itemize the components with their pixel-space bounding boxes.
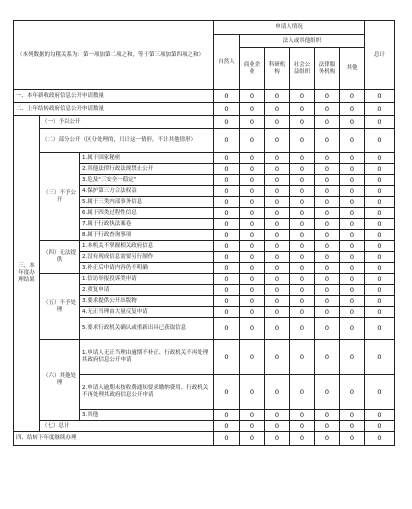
other-processing-item-2-value-2: 0 bbox=[265, 410, 290, 421]
not-processed-item-3-value-6: 0 bbox=[365, 307, 395, 318]
unable-to-provide-item-1-value-2: 0 bbox=[265, 252, 290, 263]
other-processing-item-2-value-1: 0 bbox=[240, 410, 265, 421]
other-processing-item-0-value-5: 0 bbox=[340, 340, 365, 375]
unable-to-provide-item-0-value-2: 0 bbox=[265, 241, 290, 252]
not-disclosed-item-7-value-4: 0 bbox=[315, 230, 340, 241]
not-disclosed-item-0-value-0: 0 bbox=[214, 153, 240, 164]
unable-to-provide-item-2-value-6: 0 bbox=[365, 263, 395, 274]
not-disclosed-item-5-value-1: 0 bbox=[240, 208, 265, 219]
not-disclosed-item-2-value-2: 0 bbox=[265, 175, 290, 186]
header-research: 科研机构 bbox=[265, 48, 290, 90]
not-disclosed-item-1-value-1: 0 bbox=[240, 164, 265, 175]
other-processing-item-1-value-3: 0 bbox=[290, 375, 315, 410]
subtotal-value-2: 0 bbox=[265, 421, 290, 432]
not-disclosed-item-2-value-5: 0 bbox=[340, 175, 365, 186]
other-processing-item-1-value-0: 0 bbox=[214, 375, 240, 410]
row-label-new-requests: 一、本年新收政府信息公开申请数量 bbox=[14, 90, 214, 103]
carry-forward-value-0: 0 bbox=[214, 432, 240, 446]
not-processed-item-1-value-6: 0 bbox=[365, 285, 395, 296]
not-processed-item-2-value-6: 0 bbox=[365, 296, 395, 307]
table-row bbox=[14, 129, 395, 153]
carried-over-value-2: 0 bbox=[265, 103, 290, 116]
not-disclosed-item-label: 8.属于行政查询事项 bbox=[80, 230, 214, 241]
not-disclosed-item-6-value-2: 0 bbox=[265, 219, 290, 230]
new-requests-value-6: 0 bbox=[365, 90, 395, 103]
carry-forward-value-6: 0 bbox=[365, 432, 395, 446]
row-label-subtotal: （七）总计 bbox=[40, 421, 214, 432]
carried-over-value-6: 0 bbox=[365, 103, 395, 116]
table-row bbox=[14, 340, 395, 375]
header-legal-group: 法人或其他组织 bbox=[240, 35, 365, 48]
new-requests-value-4: 0 bbox=[315, 90, 340, 103]
not-disclosed-item-6-value-1: 0 bbox=[240, 219, 265, 230]
not-processed-item-label: 2.重复申请 bbox=[80, 285, 214, 296]
not-processed-item-label: 4.无正当理由大量反复申请 bbox=[80, 307, 214, 318]
not-disclosed-item-4-value-0: 0 bbox=[214, 197, 240, 208]
unable-to-provide-item-2-value-0: 0 bbox=[214, 263, 240, 274]
not-disclosed-item-4-value-6: 0 bbox=[365, 197, 395, 208]
not-disclosed-item-7-value-6: 0 bbox=[365, 230, 395, 241]
not-processed-item-1-value-2: 0 bbox=[265, 285, 290, 296]
not-disclosed-item-2-value-6: 0 bbox=[365, 175, 395, 186]
not-disclosed-item-7-value-1: 0 bbox=[240, 230, 265, 241]
table-row bbox=[14, 90, 395, 103]
not-processed-item-4-value-3: 0 bbox=[290, 318, 315, 340]
not-disclosed-item-3-value-5: 0 bbox=[340, 186, 365, 197]
not-processed-item-2-value-5: 0 bbox=[340, 296, 365, 307]
new-requests-value-2: 0 bbox=[265, 90, 290, 103]
subtotal-value-0: 0 bbox=[214, 421, 240, 432]
not-disclosed-item-label: 3.危及"三安全一稳定" bbox=[80, 175, 214, 186]
other-processing-item-0-value-1: 0 bbox=[240, 340, 265, 375]
not-processed-item-2-value-2: 0 bbox=[265, 296, 290, 307]
unable-to-provide-item-1-value-3: 0 bbox=[290, 252, 315, 263]
partially-disclosed-value-3: 0 bbox=[290, 129, 315, 153]
not-disclosed-item-5-value-2: 0 bbox=[265, 208, 290, 219]
table-row bbox=[14, 241, 395, 252]
other-processing-item-0-value-0: 0 bbox=[214, 340, 240, 375]
unable-to-provide-item-1-value-0: 0 bbox=[214, 252, 240, 263]
not-disclosed-item-7-value-0: 0 bbox=[214, 230, 240, 241]
other-processing-item-2-value-0: 0 bbox=[214, 410, 240, 421]
other-processing-item-0-value-2: 0 bbox=[265, 340, 290, 375]
not-processed-item-1-value-0: 0 bbox=[214, 285, 240, 296]
not-processed-item-label: 5.要求行政机关确认或重新出具已获取信息 bbox=[80, 318, 214, 340]
not-disclosed-item-label: 2.其他法律行政法规禁止公开 bbox=[80, 164, 214, 175]
unable-to-provide-item-label: 2.没有现成信息需要另行制作 bbox=[80, 252, 214, 263]
unable-to-provide-item-label: 1.本机关不掌握相关政府信息 bbox=[80, 241, 214, 252]
not-processed-item-4-value-4: 0 bbox=[315, 318, 340, 340]
unable-to-provide-item-1-value-5: 0 bbox=[340, 252, 365, 263]
table-row bbox=[14, 421, 395, 432]
carried-over-value-0: 0 bbox=[214, 103, 240, 116]
not-disclosed-item-5-value-4: 0 bbox=[315, 208, 340, 219]
not-disclosed-item-7-value-3: 0 bbox=[290, 230, 315, 241]
not-disclosed-item-6-value-6: 0 bbox=[365, 219, 395, 230]
not-processed-item-3-value-0: 0 bbox=[214, 307, 240, 318]
not-disclosed-item-3-value-4: 0 bbox=[315, 186, 340, 197]
not-processed-item-2-value-0: 0 bbox=[214, 296, 240, 307]
not-processed-item-3-value-4: 0 bbox=[315, 307, 340, 318]
not-processed-item-2-value-4: 0 bbox=[315, 296, 340, 307]
partially-disclosed-value-1: 0 bbox=[240, 129, 265, 153]
not-disclosed-item-1-value-4: 0 bbox=[315, 164, 340, 175]
partially-disclosed-value-4: 0 bbox=[315, 129, 340, 153]
carried-over-value-1: 0 bbox=[240, 103, 265, 116]
other-processing-group-label: （六）其他处理 bbox=[40, 340, 80, 421]
unable-to-provide-item-2-value-2: 0 bbox=[265, 263, 290, 274]
not-disclosed-item-3-value-0: 0 bbox=[214, 186, 240, 197]
statistics-table bbox=[13, 20, 395, 446]
other-processing-item-0-value-3: 0 bbox=[290, 340, 315, 375]
not-disclosed-item-3-value-1: 0 bbox=[240, 186, 265, 197]
header-legal-service: 法律服务机构 bbox=[315, 48, 340, 90]
section-3-label: 三、本年度办理结果 bbox=[14, 116, 40, 432]
not-processed-item-4-value-2: 0 bbox=[265, 318, 290, 340]
unable-to-provide-item-label: 3.补正后申请内容仍不明确 bbox=[80, 263, 214, 274]
not-disclosed-item-4-value-5: 0 bbox=[340, 197, 365, 208]
disclosed-value-6: 0 bbox=[365, 116, 395, 129]
unable-to-provide-item-1-value-4: 0 bbox=[315, 252, 340, 263]
not-processed-item-2-value-3: 0 bbox=[290, 296, 315, 307]
unable-to-provide-item-0-value-1: 0 bbox=[240, 241, 265, 252]
other-processing-item-0-value-6: 0 bbox=[365, 340, 395, 375]
carried-over-value-5: 0 bbox=[340, 103, 365, 116]
other-processing-item-0-value-4: 0 bbox=[315, 340, 340, 375]
not-disclosed-item-label: 4.保护第三方合法权益 bbox=[80, 186, 214, 197]
not-processed-item-label: 1.信访举报投诉类申请 bbox=[80, 274, 214, 285]
row-label-partially-disclosed: （二）部分公开（区分处理的，只计这一情形，不计其他情形） bbox=[40, 129, 214, 153]
not-disclosed-item-6-value-5: 0 bbox=[340, 219, 365, 230]
not-processed-item-4-value-0: 0 bbox=[214, 318, 240, 340]
carry-forward-value-2: 0 bbox=[265, 432, 290, 446]
not-disclosed-item-7-value-5: 0 bbox=[340, 230, 365, 241]
disclosed-value-4: 0 bbox=[315, 116, 340, 129]
not-processed-item-1-value-3: 0 bbox=[290, 285, 315, 296]
not-processed-item-4-value-6: 0 bbox=[365, 318, 395, 340]
not-disclosed-item-5-value-0: 0 bbox=[214, 208, 240, 219]
not-processed-item-0-value-3: 0 bbox=[290, 274, 315, 285]
new-requests-value-3: 0 bbox=[290, 90, 315, 103]
not-disclosed-item-1-value-6: 0 bbox=[365, 164, 395, 175]
not-disclosed-item-1-value-2: 0 bbox=[265, 164, 290, 175]
disclosed-value-0: 0 bbox=[214, 116, 240, 129]
header-other: 其他 bbox=[340, 48, 365, 90]
new-requests-value-0: 0 bbox=[214, 90, 240, 103]
not-disclosed-item-1-value-0: 0 bbox=[214, 164, 240, 175]
not-disclosed-item-0-value-5: 0 bbox=[340, 153, 365, 164]
not-processed-item-0-value-0: 0 bbox=[214, 274, 240, 285]
disclosed-value-5: 0 bbox=[340, 116, 365, 129]
not-disclosed-item-1-value-3: 0 bbox=[290, 164, 315, 175]
table-row bbox=[14, 153, 395, 164]
not-disclosed-item-2-value-0: 0 bbox=[214, 175, 240, 186]
not-disclosed-item-5-value-5: 0 bbox=[340, 208, 365, 219]
not-disclosed-item-4-value-1: 0 bbox=[240, 197, 265, 208]
not-disclosed-item-0-value-1: 0 bbox=[240, 153, 265, 164]
other-processing-item-2-value-5: 0 bbox=[340, 410, 365, 421]
subtotal-value-4: 0 bbox=[315, 421, 340, 432]
table-row bbox=[14, 274, 395, 285]
other-processing-item-1-value-2: 0 bbox=[265, 375, 290, 410]
other-processing-item-1-value-5: 0 bbox=[340, 375, 365, 410]
other-processing-item-label: 1.申请人无正当理由逾期不补正、行政机关不再处理其政府信息公开申请 bbox=[80, 340, 214, 375]
not-processed-item-1-value-1: 0 bbox=[240, 285, 265, 296]
unable-to-provide-item-2-value-1: 0 bbox=[240, 263, 265, 274]
not-processed-item-label: 3.要求提供公开出版物 bbox=[80, 296, 214, 307]
not-disclosed-item-label: 1.属于国家秘密 bbox=[80, 153, 214, 164]
unable-to-provide-item-2-value-5: 0 bbox=[340, 263, 365, 274]
not-processed-item-4-value-5: 0 bbox=[340, 318, 365, 340]
other-processing-item-2-value-3: 0 bbox=[290, 410, 315, 421]
not-processed-item-1-value-4: 0 bbox=[315, 285, 340, 296]
not-processed-item-0-value-1: 0 bbox=[240, 274, 265, 285]
not-processed-item-0-value-4: 0 bbox=[315, 274, 340, 285]
not-disclosed-item-5-value-3: 0 bbox=[290, 208, 315, 219]
not-disclosed-item-label: 5.属于三类内部事务信息 bbox=[80, 197, 214, 208]
not-processed-item-1-value-5: 0 bbox=[340, 285, 365, 296]
unable-to-provide-item-0-value-0: 0 bbox=[214, 241, 240, 252]
unable-to-provide-item-1-value-1: 0 bbox=[240, 252, 265, 263]
not-disclosed-item-6-value-3: 0 bbox=[290, 219, 315, 230]
other-processing-item-1-value-4: 0 bbox=[315, 375, 340, 410]
not-disclosed-item-0-value-3: 0 bbox=[290, 153, 315, 164]
not-processed-item-3-value-1: 0 bbox=[240, 307, 265, 318]
not-processed-item-0-value-2: 0 bbox=[265, 274, 290, 285]
unable-to-provide-group-label: （四）无法提供 bbox=[40, 241, 80, 274]
partially-disclosed-value-2: 0 bbox=[265, 129, 290, 153]
gov-info-request-table bbox=[13, 20, 395, 446]
not-disclosed-item-0-value-2: 0 bbox=[265, 153, 290, 164]
not-disclosed-item-3-value-2: 0 bbox=[265, 186, 290, 197]
carry-forward-value-1: 0 bbox=[240, 432, 265, 446]
subtotal-value-5: 0 bbox=[340, 421, 365, 432]
not-disclosed-group-label: （三）不予公开 bbox=[40, 153, 80, 241]
unable-to-provide-item-1-value-6: 0 bbox=[365, 252, 395, 263]
not-processed-item-0-value-5: 0 bbox=[340, 274, 365, 285]
not-processed-item-3-value-3: 0 bbox=[290, 307, 315, 318]
disclosed-value-2: 0 bbox=[265, 116, 290, 129]
not-processed-item-2-value-1: 0 bbox=[240, 296, 265, 307]
not-disclosed-item-2-value-1: 0 bbox=[240, 175, 265, 186]
carried-over-value-4: 0 bbox=[315, 103, 340, 116]
not-disclosed-item-3-value-3: 0 bbox=[290, 186, 315, 197]
unable-to-provide-item-2-value-4: 0 bbox=[315, 263, 340, 274]
subtotal-value-1: 0 bbox=[240, 421, 265, 432]
not-disclosed-item-4-value-4: 0 bbox=[315, 197, 340, 208]
unable-to-provide-item-0-value-5: 0 bbox=[340, 241, 365, 252]
other-processing-item-1-value-6: 0 bbox=[365, 375, 395, 410]
other-processing-item-1-value-1: 0 bbox=[240, 375, 265, 410]
not-processed-item-4-value-1: 0 bbox=[240, 318, 265, 340]
unable-to-provide-item-0-value-3: 0 bbox=[290, 241, 315, 252]
not-disclosed-item-2-value-3: 0 bbox=[290, 175, 315, 186]
not-disclosed-item-4-value-2: 0 bbox=[265, 197, 290, 208]
partially-disclosed-value-5: 0 bbox=[340, 129, 365, 153]
header-note: （本列数据的勾稽关系为：第一项加第二项之和，等于第三项加第四项之和） bbox=[14, 21, 214, 90]
not-processed-item-3-value-2: 0 bbox=[265, 307, 290, 318]
other-processing-item-label: 3.其他 bbox=[80, 410, 214, 421]
not-disclosed-item-5-value-6: 0 bbox=[365, 208, 395, 219]
new-requests-value-1: 0 bbox=[240, 90, 265, 103]
carried-over-value-3: 0 bbox=[290, 103, 315, 116]
other-processing-item-2-value-4: 0 bbox=[315, 410, 340, 421]
carry-forward-value-4: 0 bbox=[315, 432, 340, 446]
not-disclosed-item-3-value-6: 0 bbox=[365, 186, 395, 197]
not-processed-group-label: （五）不予处理 bbox=[40, 274, 80, 340]
table-row bbox=[14, 103, 395, 116]
unable-to-provide-item-0-value-4: 0 bbox=[315, 241, 340, 252]
subtotal-value-6: 0 bbox=[365, 421, 395, 432]
disclosed-value-3: 0 bbox=[290, 116, 315, 129]
not-disclosed-item-label: 6.属于四类过程性信息 bbox=[80, 208, 214, 219]
partially-disclosed-value-0: 0 bbox=[214, 129, 240, 153]
not-disclosed-item-0-value-6: 0 bbox=[365, 153, 395, 164]
not-disclosed-item-6-value-4: 0 bbox=[315, 219, 340, 230]
partially-disclosed-value-6: 0 bbox=[365, 129, 395, 153]
other-processing-item-label: 2.申请人逾期未按收费通知要求缴纳费用、行政机关不再处理其政府信息公开申请 bbox=[80, 375, 214, 410]
disclosed-value-1: 0 bbox=[240, 116, 265, 129]
other-processing-item-2-value-6: 0 bbox=[365, 410, 395, 421]
new-requests-value-5: 0 bbox=[340, 90, 365, 103]
header-social-welfare: 社会公益组织 bbox=[290, 48, 315, 90]
header-total: 总计 bbox=[365, 21, 395, 90]
not-processed-item-3-value-5: 0 bbox=[340, 307, 365, 318]
not-disclosed-item-4-value-3: 0 bbox=[290, 197, 315, 208]
carry-forward-value-3: 0 bbox=[290, 432, 315, 446]
subtotal-value-3: 0 bbox=[290, 421, 315, 432]
not-disclosed-item-0-value-4: 0 bbox=[315, 153, 340, 164]
carry-forward-value-5: 0 bbox=[340, 432, 365, 446]
header-applicant: 申请人情况 bbox=[214, 21, 365, 35]
row-label-carry-forward: 四、结转下年度继续办理 bbox=[14, 432, 214, 446]
not-disclosed-item-2-value-4: 0 bbox=[315, 175, 340, 186]
unable-to-provide-item-0-value-6: 0 bbox=[365, 241, 395, 252]
header-commercial: 商业企业 bbox=[240, 48, 265, 90]
row-label-disclosed: （一）予以公开 bbox=[40, 116, 214, 129]
not-processed-item-0-value-6: 0 bbox=[365, 274, 395, 285]
not-disclosed-item-label: 7.属于行政执法案卷 bbox=[80, 219, 214, 230]
not-disclosed-item-6-value-0: 0 bbox=[214, 219, 240, 230]
not-disclosed-item-1-value-5: 0 bbox=[340, 164, 365, 175]
table-row bbox=[14, 432, 395, 446]
row-label-carried-over: 二、上年结转政府信息公开申请数量 bbox=[14, 103, 214, 116]
not-disclosed-item-7-value-2: 0 bbox=[265, 230, 290, 241]
header-natural-person: 自然人 bbox=[214, 35, 240, 90]
table-row bbox=[14, 116, 395, 129]
unable-to-provide-item-2-value-3: 0 bbox=[290, 263, 315, 274]
